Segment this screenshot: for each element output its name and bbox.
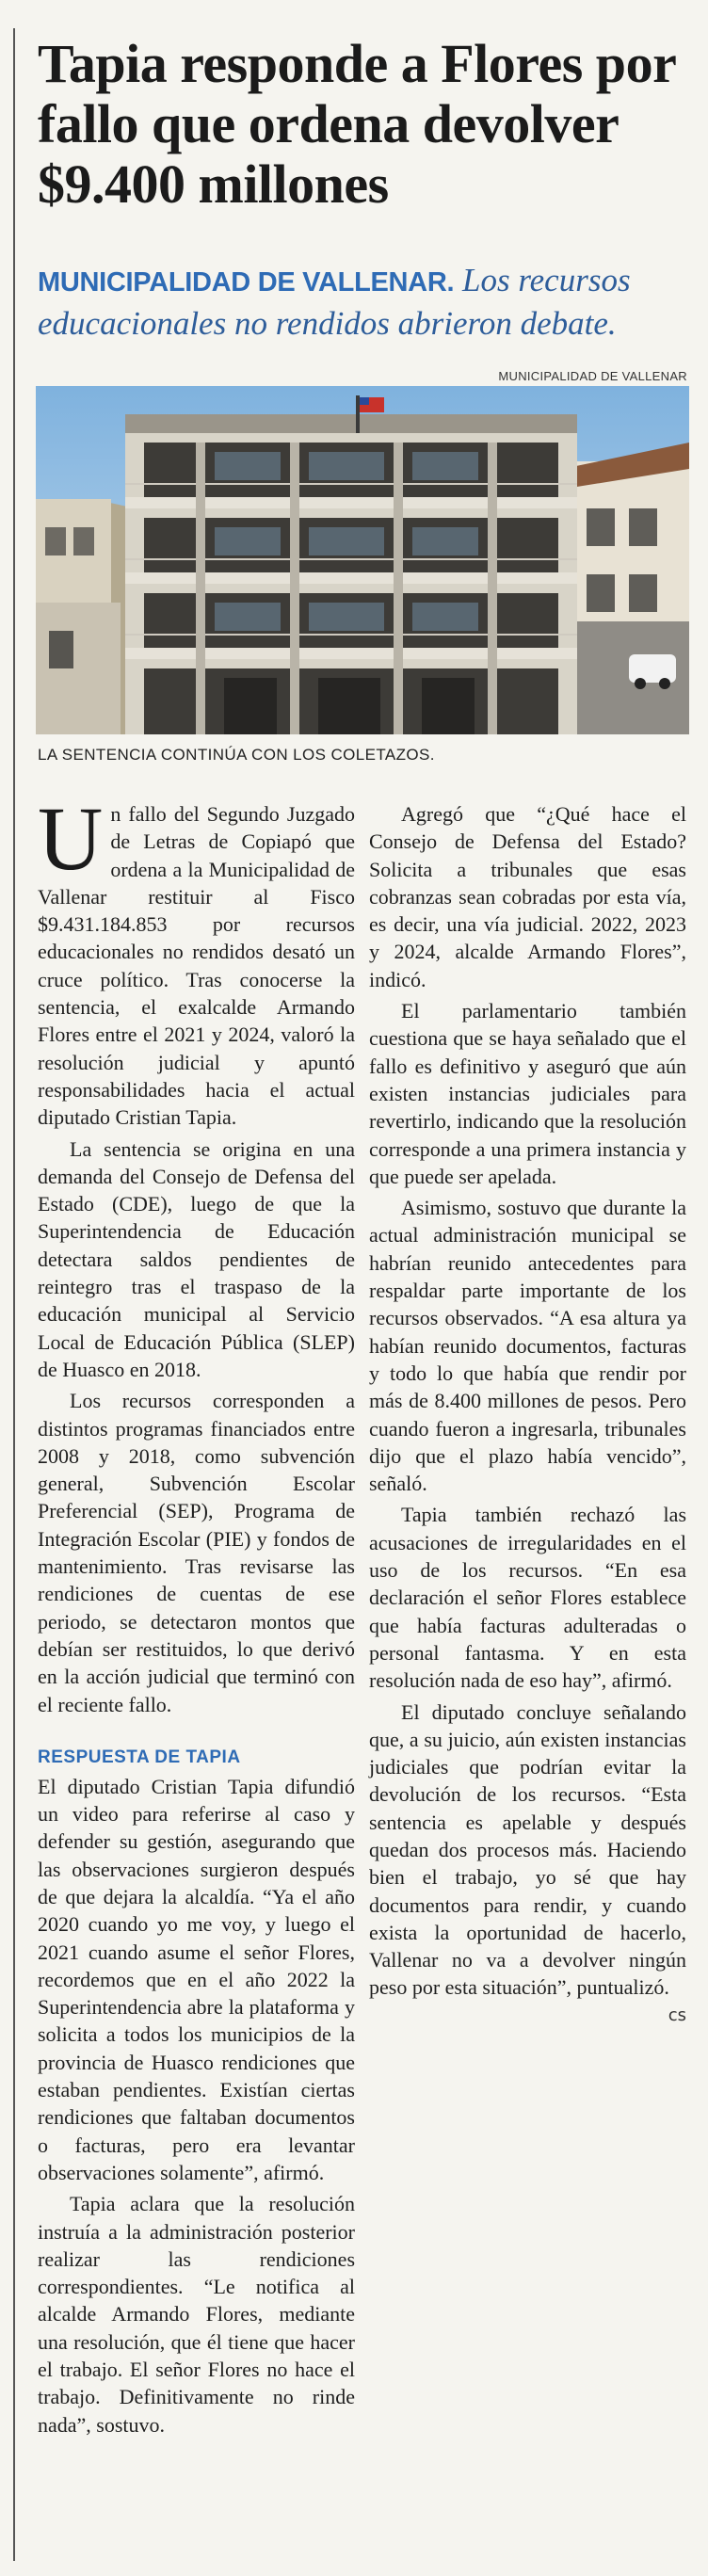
article-column-left bbox=[38, 788, 355, 2442]
column-rule bbox=[13, 28, 15, 2561]
article-paragraph: Tapia también rechazó las acusaciones de irregularidades en el uso de los recursos. “En esa declaración el señor Flores establece que había facturas adulteradas o personal fantasma. Y en esta resolución nada de eso hay”, afirmó. bbox=[369, 1503, 686, 1693]
kicker bbox=[38, 260, 687, 345]
section-subhead: RESPUESTA DE TAPIA bbox=[38, 1747, 241, 1767]
article-paragraph: La sentencia se origina en una demanda del Consejo de Defensa del Estado (CDE), luego de que la Superintendencia de Educación detectara saldos pendientes de reintegro tras el traspaso de la educación municipal al Servicio Local de Educación Pública (SLEP) de Huasco en 2018. bbox=[38, 1136, 355, 1381]
article-paragraph: El diputado Cristian Tapia difundió un video para referirse al caso y defender su gestión, asegurando que las observaciones surgieron después de que dejara la alcaldía. “Ya el año 2020 cuando yo me voy, y luego el 2021 cuando asume el señor Flores, recordemos que en el año 2022 la Superintendencia abre la plataforma y solicita a todos los municipios de la provincia de Huasco rendiciones que estaban pendientes. Existían ciertas rendiciones que faltaban documentos o facturas, pero era levantar observaciones solamente”, afirmó. bbox=[38, 1774, 355, 2184]
photo-caption: LA SENTENCIA CONTINÚA CON LOS COLETAZOS. bbox=[38, 746, 435, 764]
article-paragraph: Asimismo, sostuvo que durante la actual administración municipal se habrían reunido antecedentes para respaldar parte importante de los recursos observados. “A esa altura ya habían reunido documentos, facturas y todo lo que había que rendir por más de 8.400 millones de pesos. Pero cuando fueron a ingresarla, tribunales dijo que el plazo había vencido”, señaló. bbox=[369, 1196, 686, 1496]
end-mark-icon: cs bbox=[668, 2004, 686, 2025]
building-photo bbox=[36, 386, 689, 734]
article-paragraph bbox=[369, 1699, 686, 2025]
article-paragraph: El parlamentario también cuestiona que se haya señalado que el fallo es definitivo y aseguró que aún existen instancias judiciales para revertirlo, indicando que la resolución corresponde a una primera instancia y que puede ser apelada. bbox=[369, 999, 686, 1188]
article-column-right bbox=[369, 800, 686, 2029]
paragraph-text: El diputado concluye señalando que, a su juicio, aún existen instancias judiciales que podrían evitar la devolución de los recursos. “Esta sentencia es apelable y después quedan dos procesos más. Haciendo bien el trabajo, yo sé que hay documentos para rendir, y cuando exista la oportunidad de hacerlo, Vallenar no va a devolver ningún peso por esta situación”, puntualizó. bbox=[369, 1699, 686, 2000]
photo-credit: MUNICIPALIDAD DE VALLENAR bbox=[498, 369, 687, 383]
article-paragraph: Los recursos corresponden a distintos programas financiados entre 2008 y 2018, como subvención general, Subvención Escolar Preferencial (SEP), Programa de Integración Escolar (PIE) y fondos de mantenimiento. Tras revisarse las rendiciones de cuentas de ese periodo, se detectaron montos que debían ser restituidos, lo que derivó en la acción judicial que terminó con el reciente fallo. bbox=[38, 1389, 355, 1716]
article-paragraph: Tapia aclara que la resolución instruía a la administración posterior realizar las rendiciones correspondientes. “Le notifica al alcalde Armando Flores, mediante una resolución, que él tiene que hacer el trabajo. El señor Flores no hace el trabajo. Definitivamente no rinde nada”, sostuvo. bbox=[38, 2192, 355, 2437]
article-paragraph: Agregó que “¿Qué hace el Consejo de Defensa del Estado? Solicita a tribunales que esas cobranzas sean cobradas por esta vía, es decir, una vía judicial. 2022, 2023 y 2024, alcalde Armando Flores”, indicó. bbox=[369, 802, 686, 991]
paragraph-text: n fallo del Segundo Juzgado de Letras de Copiapó que ordena a la Municipalidad de Vallenar restituir al Fisco $9.431.184.853 por recursos educacionales no rendidos desató un cruce político. Tras conocerse la sentencia, el exalcalde Armando Flores entre el 2021 y 2024, valoró la resolución judicial y apuntó responsabilidades hacia el actual diputado Cristian Tapia. bbox=[38, 802, 355, 1130]
headline: Tapia responde a Flores por fallo que ordena devolver $9.400 millones bbox=[38, 33, 676, 215]
kicker-text: Los recursos educacionales no rendidos abrieron debate. bbox=[38, 262, 631, 342]
kicker-keyword: MUNICIPALIDAD DE VALLENAR. bbox=[38, 267, 455, 298]
article-paragraph bbox=[38, 788, 355, 1132]
drop-cap: U bbox=[38, 788, 104, 889]
